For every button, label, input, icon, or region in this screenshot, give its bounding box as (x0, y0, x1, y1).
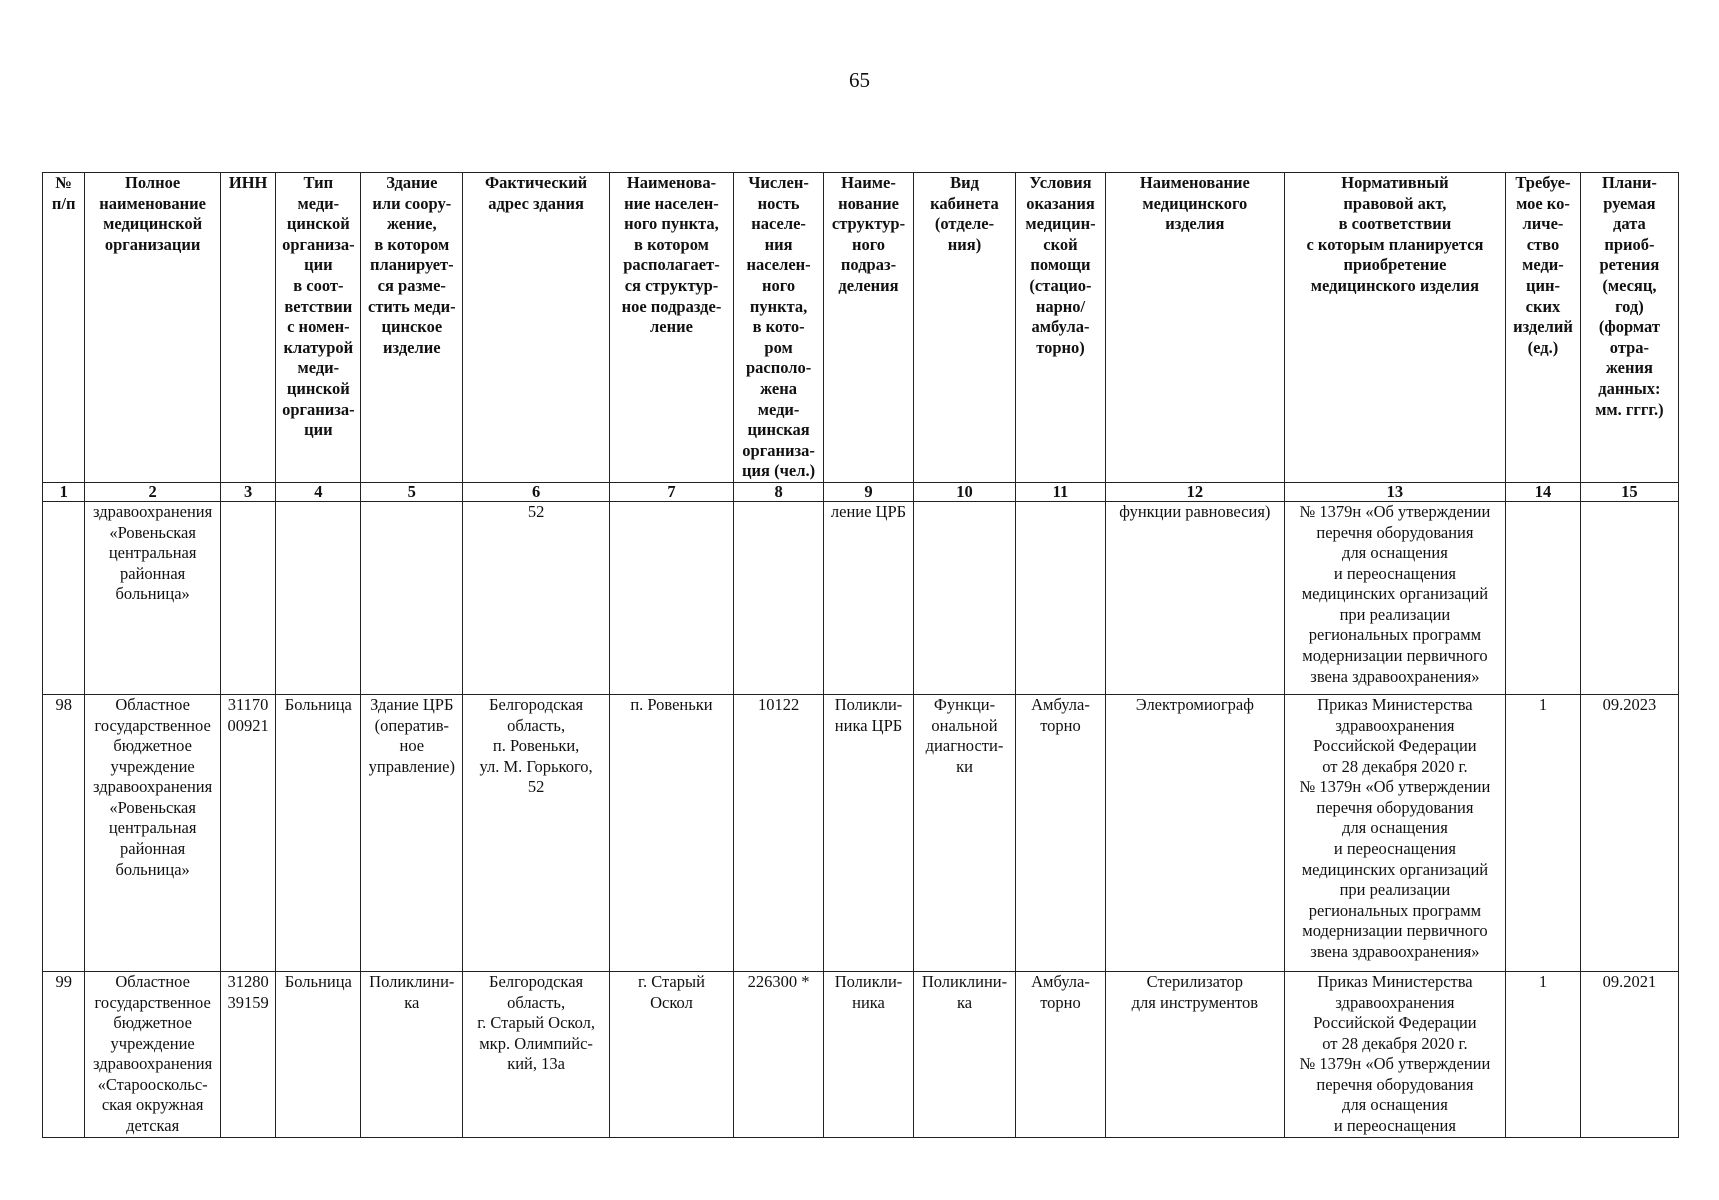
cell-org-name: здравоохранения «Ровеньская центральная районная больница» (85, 501, 220, 694)
cell-cabinet-type: Поликлини- ка (913, 971, 1015, 1137)
column-number: 14 (1506, 482, 1581, 501)
cell-care-conditions: Амбула- торно (1016, 971, 1106, 1137)
header-purchase-date: Плани- руемая дата приоб- ретения (месяц, год) (формат отра- жения данных: мм. гггг.) (1580, 173, 1678, 483)
cell-purchase-date: 09.2021 (1580, 971, 1678, 1137)
header-address: Фактический адрес здания (463, 173, 610, 483)
cell-care-conditions: Амбула- торно (1016, 694, 1106, 971)
cell-inn: 31170 00921 (220, 694, 276, 971)
cell-inn (220, 501, 276, 694)
header-population: Числен- ность населе- ния населен- ного пункта, в кото- ром располо- жена меди- цинская организа- ция (чел.) (734, 173, 824, 483)
cell-device-name: Электромиограф (1105, 694, 1284, 971)
header-care-conditions: Условия оказания медицин- ской помощи (стацио- нарно/ амбула- торно) (1016, 173, 1106, 483)
page-number: 65 (849, 68, 870, 92)
cell-population: 10122 (734, 694, 824, 971)
cell-population: 226300 * (734, 971, 824, 1137)
cell-division: Поликли- ника (824, 971, 914, 1137)
cell-division: Поликли- ника ЦРБ (824, 694, 914, 971)
cell-building: Поликлини- ка (361, 971, 463, 1137)
cell-address: Белгородская область, г. Старый Оскол, мкр. Олимпийс- кий, 13а (463, 971, 610, 1137)
cell-quantity: 1 (1506, 694, 1581, 971)
header-quantity: Требуе- мое ко- личе- ство меди- цин- ских изделий (ед.) (1506, 173, 1581, 483)
header-locality: Наименова- ние населен- ного пункта, в котором располагает- ся структур- ное подразде- ление (609, 173, 733, 483)
table-row (43, 694, 1679, 971)
equipment-table (42, 172, 1679, 1138)
cell-division: ление ЦРБ (824, 501, 914, 694)
column-number: 12 (1105, 482, 1284, 501)
cell-locality (609, 501, 733, 694)
column-number: 11 (1016, 482, 1106, 501)
cell-org-name: Областное государственное бюджетное учреждение здравоохранения «Старооскольс- ская окружная детская (85, 971, 220, 1137)
header-row (43, 173, 1679, 483)
table-row (43, 971, 1679, 1137)
column-number: 15 (1580, 482, 1678, 501)
cell-index: 99 (43, 971, 85, 1137)
cell-device-name: Стерилизатор для инструментов (1105, 971, 1284, 1137)
header-index: № п/п (43, 173, 85, 483)
column-number-row (43, 482, 1679, 501)
column-number: 8 (734, 482, 824, 501)
cell-index: 98 (43, 694, 85, 971)
cell-care-conditions (1016, 501, 1106, 694)
column-number: 4 (276, 482, 361, 501)
header-building: Здание или соору- жение, в котором планирует- ся разме- стить меди- цинское изделие (361, 173, 463, 483)
cell-legal-act: Приказ Министерства здравоохранения Российской Федерации от 28 декабря 2020 г. № 1379н «Об утверждении перечня оборудования для оснащения и переоснащения (1284, 971, 1505, 1137)
header-org-name: Полное наименование медицинской организации (85, 173, 220, 483)
cell-device-name: функции равновесия) (1105, 501, 1284, 694)
column-number: 2 (85, 482, 220, 501)
cell-population (734, 501, 824, 694)
cell-index (43, 501, 85, 694)
cell-quantity (1506, 501, 1581, 694)
column-number: 1 (43, 482, 85, 501)
column-number: 10 (913, 482, 1015, 501)
column-number: 6 (463, 482, 610, 501)
cell-cabinet-type (913, 501, 1015, 694)
cell-purchase-date (1580, 501, 1678, 694)
column-number: 9 (824, 482, 914, 501)
cell-purchase-date: 09.2023 (1580, 694, 1678, 971)
cell-quantity: 1 (1506, 971, 1581, 1137)
cell-cabinet-type: Функци- ональной диагности- ки (913, 694, 1015, 971)
header-inn: ИНН (220, 173, 276, 483)
table-row (43, 501, 1679, 694)
cell-org-name: Областное государственное бюджетное учреждение здравоохранения «Ровеньская центральная районная больница» (85, 694, 220, 971)
cell-locality: г. Старый Оскол (609, 971, 733, 1137)
cell-org-type: Больница (276, 694, 361, 971)
header-division: Наиме- нование структур- ного подраз- деления (824, 173, 914, 483)
column-number: 13 (1284, 482, 1505, 501)
column-number: 3 (220, 482, 276, 501)
cell-building: Здание ЦРБ (оператив- ное управление) (361, 694, 463, 971)
cell-inn: 31280 39159 (220, 971, 276, 1137)
cell-legal-act: Приказ Министерства здравоохранения Российской Федерации от 28 декабря 2020 г. № 1379н «Об утверждении перечня оборудования для оснащения и переоснащения медицинских организаций при реализации региональных программ модернизации первичного звена здравоохранения» (1284, 694, 1505, 971)
cell-legal-act: № 1379н «Об утверждении перечня оборудования для оснащения и переоснащения медицинских организаций при реализации региональных программ модернизации первичного звена здравоохранения» (1284, 501, 1505, 694)
cell-address: Белгородская область, п. Ровеньки, ул. М. Горького, 52 (463, 694, 610, 971)
column-number: 7 (609, 482, 733, 501)
header-cabinet-type: Вид кабинета (отделе- ния) (913, 173, 1015, 483)
cell-building (361, 501, 463, 694)
header-org-type: Тип меди- цинской организа- ции в соот- ветствии с номен- клатурой меди- цинской организа- ции (276, 173, 361, 483)
column-number: 5 (361, 482, 463, 501)
header-legal-act: Нормативный правовой акт, в соответствии с которым планируется приобретение медицинского изделия (1284, 173, 1505, 483)
cell-address: 52 (463, 501, 610, 694)
cell-org-type: Больница (276, 971, 361, 1137)
cell-locality: п. Ровеньки (609, 694, 733, 971)
header-device-name: Наименование медицинского изделия (1105, 173, 1284, 483)
cell-org-type (276, 501, 361, 694)
